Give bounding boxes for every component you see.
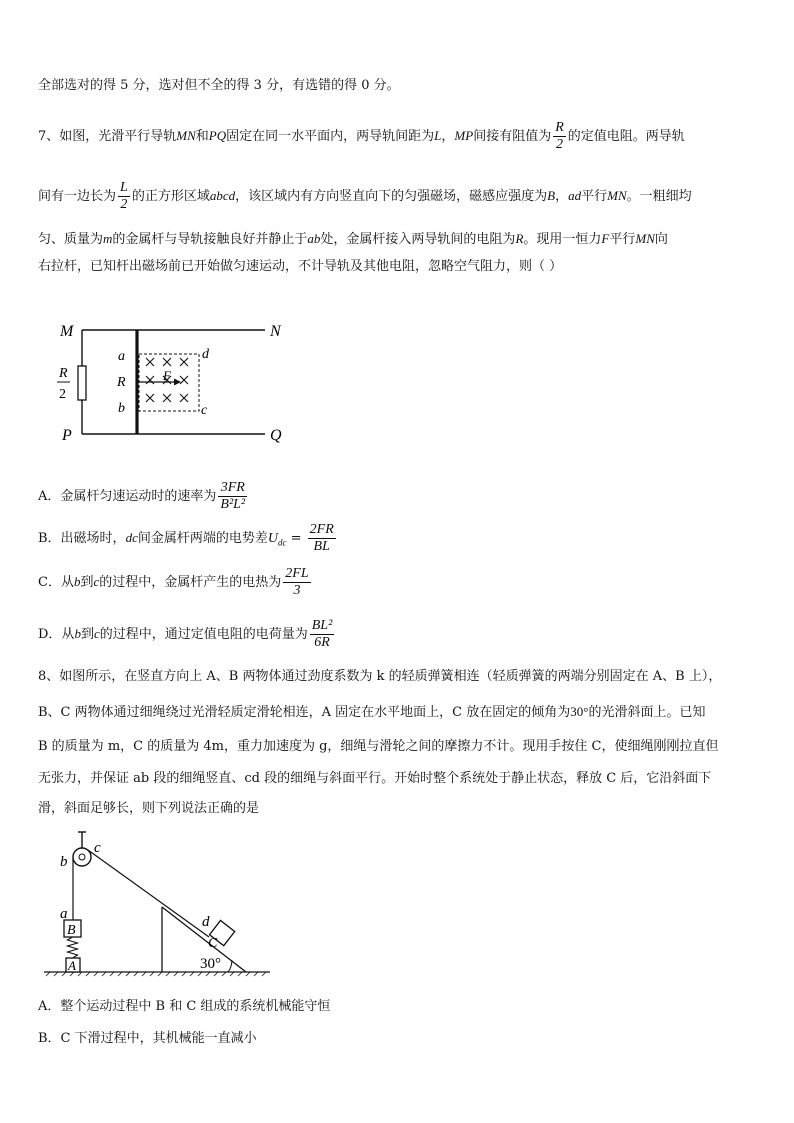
label-q: Q [270,427,282,444]
q7-option-c-text: C．从 [38,575,74,590]
q7-b: B [547,188,556,203]
q7-f: F [601,231,610,246]
q7-option-d [38,618,336,651]
q7-line3-d: 。现用一恒力 [523,232,602,247]
q7-option-b-text2: 间金属杆两端的电势差 [137,531,268,546]
q7-mn: MN [176,128,196,143]
q7-option-c-b: b [73,574,81,589]
q7-option-c-text2: 的过程中，金属杆产生的电热为 [99,575,282,590]
q7-mn-3: MN [635,231,655,246]
q8-line2-b: 的光滑斜面上。已知 [588,705,706,720]
q7-line2-a: 间有一边长为 [38,189,117,204]
label-c: c [201,403,208,418]
q8-label-c-lower: c [94,840,101,856]
q7-option-d-text2: 的过程中，通过定值电阻的电荷量为 [99,627,308,642]
q7-option-b-sub: dc [277,537,287,548]
q7-option-b-eq: = [286,531,306,546]
q7-line1 [38,120,685,153]
q7-r: R [515,231,524,246]
q7-option-b-dc: dc [125,530,138,545]
q7-mp: MP [454,128,474,143]
resistor-symbol [78,366,86,400]
q7-abcd: abcd [209,188,236,203]
q7-frac-r: $\frac{R}{2}$ [555,120,564,152]
label-m: M [60,323,74,340]
q7-line3-f: 向 [654,232,668,247]
pulley-axle [79,854,85,860]
q8-pulley-figure [38,830,278,980]
q7-line3-c: 处，金属杆接入两导轨间的电阻为 [320,232,516,247]
intro-line: 全部选对的得 5 分，选对但不全的得 3 分，有选错的得 0 分。 [38,78,400,93]
q7-line2-f: 。一粗细均 [626,189,692,204]
q7-line2-c: ，该区域内有方向竖直向下的匀强磁场，磁感应强度为 [235,189,548,204]
q7-ab: ab [307,231,321,246]
q7-line1-c: ， [441,129,455,144]
label-f: F [163,368,171,383]
q7-line3-b: 的金属杆与导轨接触良好并静止于 [112,232,308,247]
q7-line3-e: 平行 [609,232,636,247]
q7-option-a-text: A．金属杆匀速运动时的速率为 [38,489,217,504]
q7-option-d-b: b [74,626,81,641]
label-rod-r: R [117,375,126,390]
q7-line2-d: ， [555,189,569,204]
q7-option-a [38,480,249,513]
label-res-den: 2 [59,387,66,402]
q8-line3: B 的质量为 m，C 的质量为 4m，重力加速度为 g，细绳与滑轮之间的摩擦力不计。现用手按住 C，使细绳刚刚拉直但 [38,739,719,754]
rope-cd [88,850,209,937]
q7-option-c-frac: $\frac{2FL}{3}$ [285,566,309,598]
q8-line2-a: B、C 两物体通过细绳绕过光滑轻质定滑轮相连，A 固定在水平地面上，C 放在固定的倾角为 [38,705,571,720]
q8-line2 [38,703,705,722]
q8-label-block-a: A [68,958,76,973]
q7-line3-a: 匀、质量为 [38,232,104,247]
q7-frac-l: $\frac{L}{2}$ [120,180,128,212]
q8-label-a-lower: a [60,906,68,922]
q7-line1-a: 7、如图，光滑平行导轨 [38,129,177,144]
q8-label-angle: 30° [200,956,221,972]
q7-line4: 右拉杆，已知杆出磁场前已开始做匀速运动，不计导轨及其他电阻，忽略空气阻力，则（ ） [38,259,563,274]
label-p: P [62,427,72,444]
q7-l: L [434,128,442,143]
q7-option-d-c: c [93,626,100,641]
q7-option-b-u: U [267,531,278,546]
q7-and: 和 [195,129,209,144]
q7-line1-d: 间接有阻值为 [473,129,552,144]
spring [68,937,78,960]
q7-mn-2: MN [607,188,627,203]
angle-arc [228,960,232,972]
q7-option-a-frac: $\frac{3FR}{\text{B²L²}}$ [220,480,246,512]
q7-circuit-figure [50,316,300,446]
q8-option-b: B．C 下滑过程中，其机械能一直减小 [38,1031,257,1046]
q7-option-d-frac: $\frac{\text{BL²}}{6R}$ [311,618,333,650]
q8-line1: 8、如图所示，在竖直方向上 A、B 两物体通过劲度系数为 k 的轻质弹簧相连（轻质弹簧的两端分别固定在 A、B 上）， [38,669,722,684]
label-n: N [270,323,281,340]
q7-line2-b: 的正方形区域 [131,189,210,204]
q8-label-d-lower: d [202,914,210,930]
q8-label-b-lower: b [60,854,68,870]
q7-ad: ad [568,188,582,203]
q7-line3 [38,230,668,249]
q7-option-d-to: 到 [80,627,94,642]
q7-line2-e: 平行 [581,189,608,204]
q7-option-b [38,522,338,555]
q7-option-c-c: c [93,574,100,589]
q8-line5: 滑，斜面足够长，则下列说法正确的是 [38,801,260,816]
q8-angle: 30° [570,704,589,719]
label-d: d [202,347,209,362]
q7-option-b-frac: $\frac{2FR}{BL}$ [309,522,334,554]
q7-line1-e: 的定值电阻。两导轨 [567,129,685,144]
q7-line2 [38,180,692,213]
q8-option-a: A．整个运动过程中 B 和 C 组成的系统机械能守恒 [38,999,331,1014]
label-res-num: R [59,366,68,381]
q8-line4: 无张力，并保证 ab 段的细绳竖直、cd 段的细绳与斜面平行。开始时整个系统处于静止状态，释放 C 后，它沿斜面下 [38,771,712,786]
q7-line1-b: 固定在同一水平面内，两导轨间距为 [226,129,435,144]
q7-option-d-text: D．从 [38,627,75,642]
label-b: b [118,401,125,416]
q7-m: m [103,231,113,246]
label-a: a [118,349,125,364]
q8-label-block-b: B [67,923,76,938]
q8-label-block-c: C [208,936,218,951]
q7-option-b-text: B．出磁场时， [38,531,126,546]
q7-option-c [38,566,313,599]
q7-option-c-to: 到 [80,575,94,590]
q7-pq: PQ [208,128,227,143]
